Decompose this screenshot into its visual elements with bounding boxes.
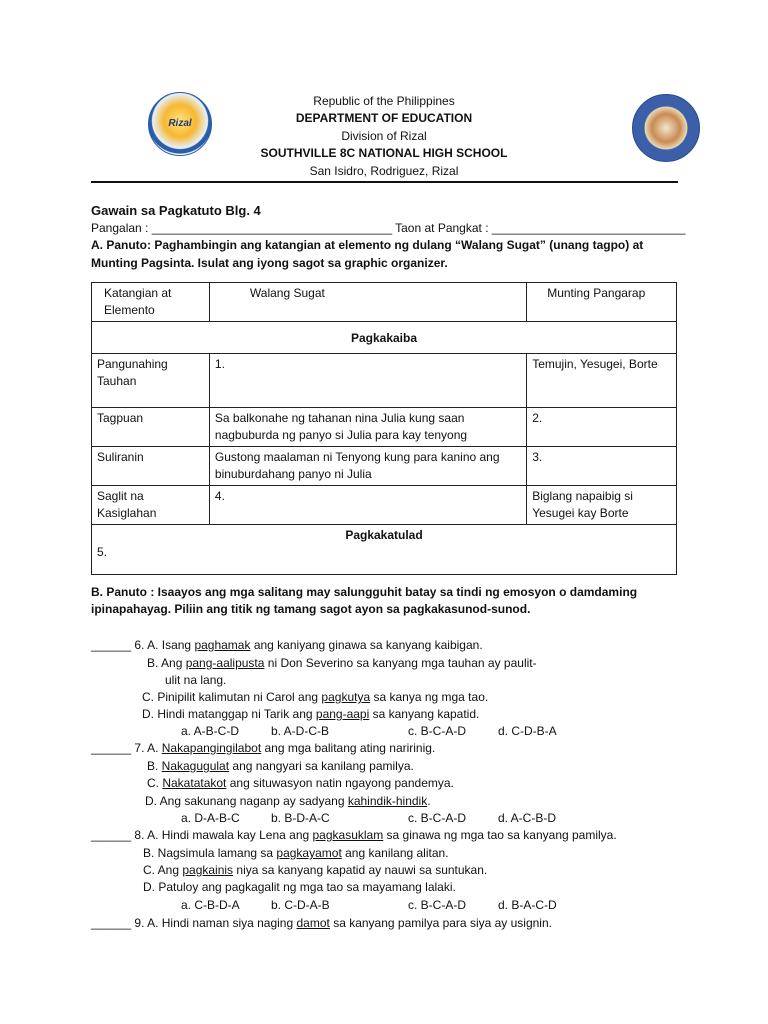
similarities-cell[interactable]	[92, 525, 677, 575]
similarities-label: Pagkakatulad	[345, 528, 423, 542]
question-6-d: D. Hindi matanggap ni Tarik ang pang-aapi sa kanyang kapatid.	[142, 707, 480, 721]
part-b-instruction-1: B. Panuto : Isaayos ang mga salitang may salungguhit batay sa tindi ng emosyon o damdaming	[91, 585, 638, 599]
question-8-choice-b[interactable]: b. C-D-A-B	[271, 898, 330, 912]
header-cell-element: Katangian at Elemento	[92, 283, 210, 322]
name-label: Pangalan :	[91, 221, 149, 235]
part-a-instruction-2: Munting Pagsinta. Isulat ang iyong sagot sa graphic organizer.	[91, 256, 448, 270]
table-header-row	[92, 283, 677, 322]
row-element: Tagpuan	[92, 408, 210, 447]
question-6-choice-c[interactable]: c. B-C-A-D	[408, 724, 466, 738]
section-label: Taon at Pangkat :	[395, 221, 489, 235]
row-munting-answer[interactable]: 2.	[527, 408, 677, 447]
question-8-choice-c[interactable]: c. B-C-A-D	[408, 898, 466, 912]
question-8-choice-d[interactable]: d. B-A-C-D	[498, 898, 557, 912]
answer-blank[interactable]: ______	[91, 741, 132, 755]
row-walang-sugat-answer[interactable]: 1.	[209, 354, 526, 408]
table-row	[92, 408, 677, 447]
question-7-d: D. Ang sakunang naganp ay sadyang kahindik-hindik.	[145, 794, 431, 808]
differences-row	[92, 322, 677, 354]
section-blank[interactable]: _____________________________	[491, 221, 686, 235]
activity-title: Gawain sa Pagkatuto Blg. 4	[91, 203, 261, 218]
part-b-instruction-2: ipinapahayag. Piliin ang titik ng tamang sagot ayon sa pagkakasunod-sunod.	[91, 602, 531, 616]
graphic-organizer-table	[91, 282, 677, 575]
differences-label: Pagkakaiba	[92, 322, 677, 354]
logo-text: Rizal	[168, 118, 192, 129]
header-address: San Isidro, Rodriguez, Rizal	[309, 164, 459, 178]
header-school: SOUTHVILLE 8C NATIONAL HIGH SCHOOL	[260, 146, 508, 160]
question-7-choice-b[interactable]: b. B-D-A-C	[271, 811, 330, 825]
row-element: Suliranin	[92, 447, 210, 486]
table-row	[92, 447, 677, 486]
row-munting: Temujin, Yesugei, Borte	[527, 354, 677, 408]
row-munting: Biglang napaibig si Yesugei kay Borte	[527, 486, 677, 525]
question-7-choice-a[interactable]: a. D-A-B-C	[181, 811, 240, 825]
question-7-choice-c[interactable]: c. B-C-A-D	[408, 811, 466, 825]
row-walang-sugat-answer[interactable]: 4.	[209, 486, 526, 525]
question-8-b: B. Nagsimula lamang sa pagkayamot ang kanilang alitan.	[143, 846, 449, 860]
question-6-c: C. Pinipilit kalimutan ni Carol ang pagkutya sa kanya ng mga tao.	[142, 690, 489, 704]
table-row	[92, 354, 677, 408]
name-line	[91, 220, 685, 237]
row-munting-answer[interactable]: 3.	[527, 447, 677, 486]
header-republic: Republic of the Philippines	[313, 94, 455, 108]
question-6-choice-d[interactable]: d. C-D-B-A	[498, 724, 557, 738]
answer-blank[interactable]: ______	[91, 828, 132, 842]
name-blank[interactable]: ____________________________________	[151, 221, 392, 235]
row-element: Pangunahing Tauhan	[92, 354, 210, 408]
question-8-a: ______ 8. A. Hindi mawala kay Lena ang pagkasuklam sa ginawa ng mga tao sa kanyang pamilya.	[91, 828, 617, 842]
question-6-choice-a[interactable]: a. A-B-C-D	[181, 724, 240, 738]
row-walang-sugat: Sa balkonahe ng tahanan nina Julia kung saan nagbuburda ng panyo si Julia para kay tenyong	[209, 408, 526, 447]
header-divider	[91, 181, 678, 183]
question-7-choice-d[interactable]: d. A-C-B-D	[498, 811, 557, 825]
answer-blank[interactable]: ______	[91, 916, 132, 930]
part-a-instruction-1: A. Panuto: Paghambingin ang katangian at elemento ng dulang “Walang Sugat” (unang tagpo) at	[91, 238, 644, 252]
row-walang-sugat: Gustong maalaman ni Tenyong kung para kanino ang binuburdahang panyo ni Julia	[209, 447, 526, 486]
question-9-a: ______ 9. A. Hindi naman siya naging damot sa kanyang pamilya para siya ay usignin.	[91, 916, 552, 930]
header-division: Division of Rizal	[341, 129, 427, 143]
answer-blank[interactable]: ______	[91, 638, 132, 652]
question-7-c: C. Nakatatakot ang situwasyon natin ngayong pandemya.	[147, 776, 454, 790]
question-8-d: D. Patuloy ang pagkagalit ng mga tao sa mayamang lalaki.	[143, 880, 456, 894]
question-8-choice-a[interactable]: a. C-B-D-A	[181, 898, 240, 912]
question-6-choice-b[interactable]: b. A-D-C-B	[271, 724, 330, 738]
header-cell-walang-sugat: Walang Sugat	[209, 283, 526, 322]
header-deped: DEPARTMENT OF EDUCATION	[295, 111, 473, 125]
row-element: Saglit na Kasiglahan	[92, 486, 210, 525]
question-6-b-cont: ulit na lang.	[165, 673, 227, 687]
table-row	[92, 486, 677, 525]
similarities-answer[interactable]: 5.	[97, 545, 108, 559]
question-8-c: C. Ang pagkainis niya sa kanyang kapatid ay nauwi sa suntukan.	[143, 863, 488, 877]
question-6-b: B. Ang pang-aalipusta ni Don Severino sa kanyang mga tauhan ay paulit-	[147, 656, 537, 670]
question-6-a: ______ 6. A. Isang paghamak ang kaniyang ginawa sa kanyang kaibigan.	[91, 638, 483, 652]
question-7-a: ______ 7. A. Nakapangingilabot ang mga balitang ating naririnig.	[91, 741, 436, 755]
question-7-b: B. Nakagugulat ang nangyari sa kanilang pamilya.	[147, 759, 414, 773]
header-cell-munting: Munting Pangarap	[527, 283, 677, 322]
similarities-row	[92, 525, 677, 575]
